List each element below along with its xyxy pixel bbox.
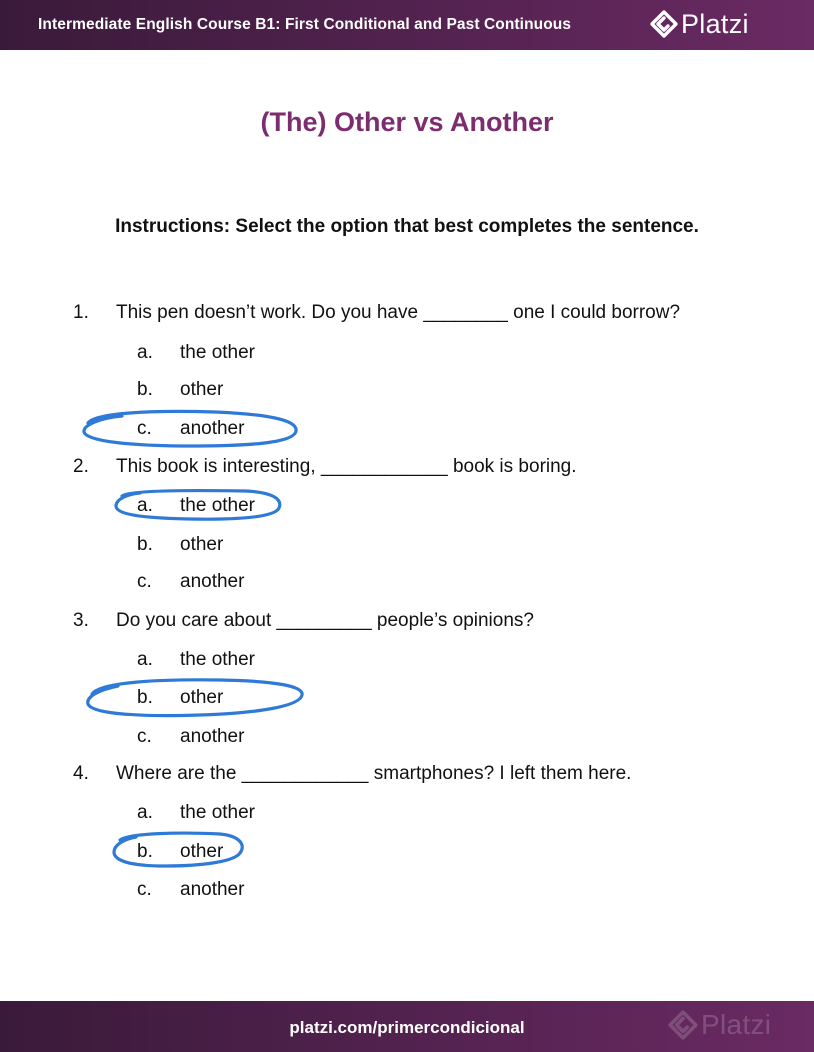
- logo-text: Platzi: [681, 8, 749, 39]
- platzi-watermark-icon: [668, 1010, 698, 1040]
- option-letter: c.: [137, 879, 152, 900]
- option-letter: a.: [137, 342, 153, 363]
- option-text: the other: [180, 649, 255, 670]
- header-bar: [0, 0, 814, 50]
- question-text: Where are the ____________ smartphones? I left them here.: [116, 763, 632, 784]
- option-text: another: [180, 879, 245, 900]
- option-letter: a.: [137, 495, 153, 516]
- option-text: the other: [180, 495, 255, 516]
- option-text: other: [180, 841, 224, 862]
- footer-url[interactable]: platzi.com/primercondicional: [289, 1018, 525, 1037]
- option-text: another: [180, 571, 245, 592]
- option-text: other: [180, 379, 224, 400]
- option-letter: b.: [137, 534, 153, 555]
- question-text: This pen doesn’t work. Do you have ________ one I could borrow?: [116, 302, 681, 323]
- option-text: another: [180, 418, 245, 439]
- option-text: other: [180, 534, 224, 555]
- option-letter: b.: [137, 841, 153, 862]
- course-title: Intermediate English Course B1: First Conditional and Past Continuous: [38, 16, 572, 33]
- option-letter: a.: [137, 802, 153, 823]
- option-text: other: [180, 687, 224, 708]
- question-text: This book is interesting, ____________ book is boring.: [116, 456, 577, 477]
- platzi-watermark: [668, 1009, 771, 1041]
- option-letter: c.: [137, 571, 152, 592]
- question-number: 2.: [73, 456, 89, 477]
- option-letter: b.: [137, 379, 153, 400]
- question-text: Do you care about _________ people’s opinions?: [116, 610, 534, 631]
- option-letter: c.: [137, 418, 152, 439]
- question-number: 3.: [73, 610, 89, 631]
- footer-bar: [0, 1001, 814, 1052]
- page-title: (The) Other vs Another: [260, 107, 554, 137]
- instructions: Instructions: Select the option that best completes the sentence.: [115, 216, 699, 237]
- option-letter: a.: [137, 649, 153, 670]
- question-number: 1.: [73, 302, 89, 323]
- option-text: the other: [180, 802, 255, 823]
- question-number: 4.: [73, 763, 89, 784]
- option-letter: b.: [137, 687, 153, 708]
- platzi-logo-icon: [650, 10, 678, 38]
- option-text: another: [180, 726, 245, 747]
- platzi-logo: [650, 8, 749, 40]
- option-letter: c.: [137, 726, 152, 747]
- option-text: the other: [180, 342, 255, 363]
- watermark-text: Platzi: [701, 1009, 772, 1040]
